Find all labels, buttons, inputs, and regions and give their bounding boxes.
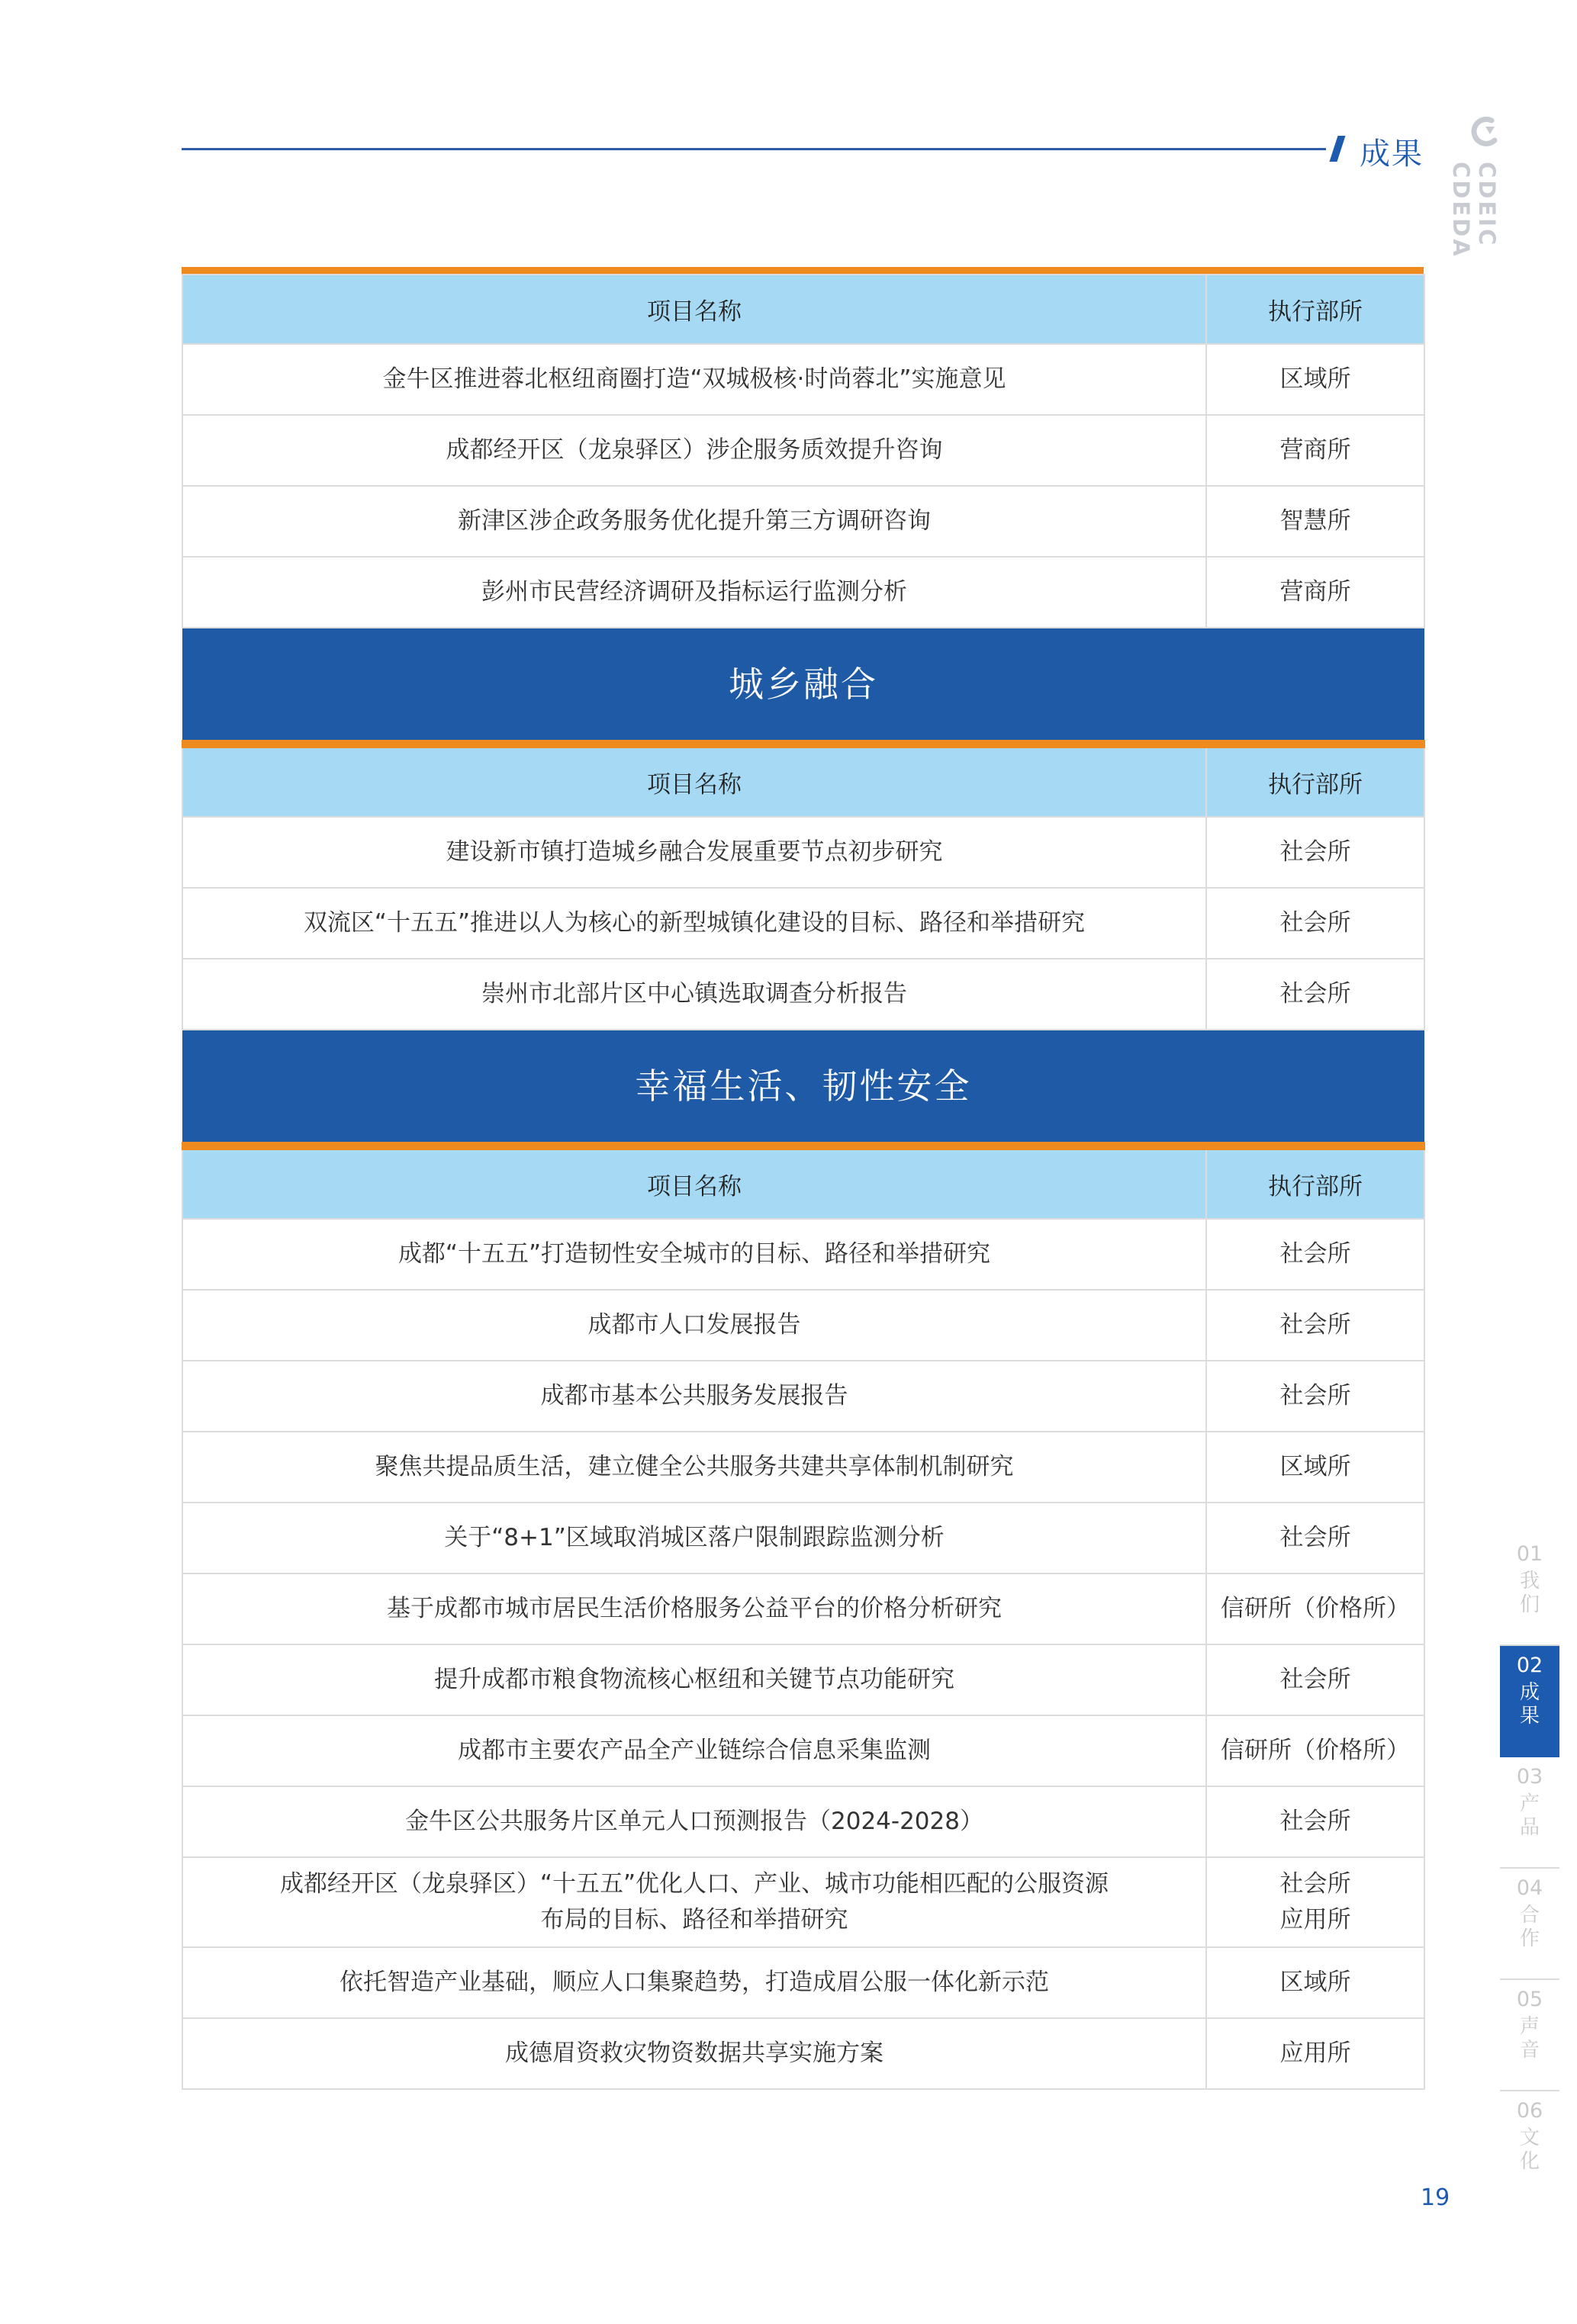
section-banner-urban-rural: [182, 628, 1424, 744]
header-rule: [182, 148, 1326, 150]
col-header-dept: 执行部所: [1206, 1146, 1424, 1220]
col-header-dept: 执行部所: [1206, 275, 1424, 344]
table-row: [182, 1947, 1424, 2018]
project-dept: 区域所: [1206, 344, 1424, 415]
nav-item-number: 04: [1516, 1876, 1543, 1900]
section-banner-title: 幸福生活、韧性安全: [182, 1030, 1424, 1146]
header-slash-mark: [1329, 136, 1345, 162]
table-top-bar: [182, 267, 1424, 274]
project-name: 建设新市镇打造城乡融合发展重要节点初步研究: [182, 817, 1206, 888]
table-row: [182, 344, 1424, 415]
project-name: 关于“8+1”区域取消城区落户限制跟踪监测分析: [182, 1503, 1206, 1573]
nav-item-label: 我们: [1519, 1570, 1540, 1616]
table-row: [182, 1573, 1424, 1644]
project-name-line: 成都经开区（龙泉驿区）“十五五”优化人口、产业、城市功能相匹配的公服资源: [279, 1870, 1109, 1898]
table-row: [182, 1290, 1424, 1361]
col-header-dept: 执行部所: [1206, 744, 1424, 818]
table-row: [182, 1644, 1424, 1715]
nav-item-achievements[interactable]: [1500, 1646, 1559, 1757]
table-row: [182, 1857, 1424, 1947]
project-dept: 营商所: [1206, 557, 1424, 628]
nav-item-label: 产品: [1519, 1792, 1540, 1839]
project-name: 成都“十五五”打造韧性安全城市的目标、路径和举措研究: [182, 1219, 1206, 1290]
project-name: 金牛区推进蓉北枢纽商圈打造“双城极核·时尚蓉北”实施意见: [182, 344, 1206, 415]
project-name: 成都市人口发展报告: [182, 1290, 1206, 1361]
table-row: [182, 557, 1424, 628]
nav-item-label: 文化: [1519, 2126, 1540, 2173]
section-title: 成果: [1360, 137, 1424, 172]
project-dept: 社会所: [1206, 1786, 1424, 1857]
project-name: 成都市基本公共服务发展报告: [182, 1361, 1206, 1432]
nav-item-number: 02: [1516, 1654, 1543, 1677]
project-dept: 智慧所: [1206, 486, 1424, 557]
project-name: 提升成都市粮食物流核心枢纽和关键节点功能研究: [182, 1644, 1206, 1715]
project-dept-line: 社会所: [1279, 1870, 1351, 1898]
project-dept: 营商所: [1206, 415, 1424, 486]
nav-item-number: 05: [1516, 1988, 1543, 2011]
nav-item-label: 成果: [1519, 1681, 1540, 1728]
project-dept-line: 应用所: [1279, 1906, 1351, 1933]
nav-item-number: 01: [1516, 1542, 1543, 1566]
project-dept: 社会所: [1206, 1644, 1424, 1715]
table-row: [182, 1786, 1424, 1857]
brand-logo-icon: [1469, 116, 1499, 149]
project-dept: 社会所: [1206, 959, 1424, 1030]
project-name: 金牛区公共服务片区单元人口预测报告（2024-2028）: [182, 1786, 1206, 1857]
section-banner-title: 城乡融合: [182, 628, 1424, 744]
nav-item-products[interactable]: [1500, 1757, 1559, 1869]
table-row: [182, 959, 1424, 1030]
project-dept: 社会所: [1206, 888, 1424, 959]
table-header-row: [182, 275, 1424, 344]
project-dept: 信研所（价格所）: [1206, 1573, 1424, 1644]
project-dept: 社会所: [1206, 1361, 1424, 1432]
table-row: [182, 1503, 1424, 1573]
nav-item-label: 声音: [1519, 2015, 1540, 2062]
table-header-row: [182, 1146, 1424, 1220]
nav-item-us[interactable]: [1500, 1535, 1559, 1646]
project-dept: 社会所: [1206, 817, 1424, 888]
table-row: [182, 888, 1424, 959]
table-header-row: [182, 744, 1424, 818]
project-name: 基于成都市城市居民生活价格服务公益平台的价格分析研究: [182, 1573, 1206, 1644]
brand-text: CDEIC CDEDA: [1448, 162, 1500, 259]
table-row: [182, 2018, 1424, 2089]
col-header-name: 项目名称: [182, 1146, 1206, 1220]
page-number: 19: [1421, 2184, 1450, 2211]
project-dept: 社会所: [1206, 1219, 1424, 1290]
project-name: 聚焦共提品质生活，建立健全公共服务共建共享体制机制研究: [182, 1432, 1206, 1503]
nav-item-number: 06: [1516, 2099, 1543, 2123]
nav-item-label: 合作: [1519, 1904, 1540, 1950]
project-dept: 应用所: [1206, 2018, 1424, 2089]
nav-item-cooperation[interactable]: [1500, 1869, 1559, 1980]
projects-table: [182, 267, 1424, 2090]
table-row: [182, 486, 1424, 557]
project-name: 成德眉资救灾物资数据共享实施方案: [182, 2018, 1206, 2089]
table-row: [182, 1219, 1424, 1290]
table-row: [182, 1361, 1424, 1432]
project-name: [182, 1857, 1206, 1947]
table-row: [182, 817, 1424, 888]
col-header-name: 项目名称: [182, 744, 1206, 818]
project-dept: 社会所: [1206, 1503, 1424, 1573]
project-dept: 信研所（价格所）: [1206, 1715, 1424, 1786]
project-name: 双流区“十五五”推进以人为核心的新型城镇化建设的目标、路径和举措研究: [182, 888, 1206, 959]
nav-item-culture[interactable]: [1500, 2091, 1559, 2203]
project-dept: 区域所: [1206, 1947, 1424, 2018]
project-name: 彭州市民营经济调研及指标运行监测分析: [182, 557, 1206, 628]
project-dept: 区域所: [1206, 1432, 1424, 1503]
table-row: [182, 1715, 1424, 1786]
project-dept: 社会所: [1206, 1290, 1424, 1361]
project-dept: [1206, 1857, 1424, 1947]
nav-item-number: 03: [1516, 1765, 1543, 1789]
project-name: 新津区涉企政务服务优化提升第三方调研咨询: [182, 486, 1206, 557]
side-nav: [1500, 1535, 1559, 2203]
project-name: 成都市主要农产品全产业链综合信息采集监测: [182, 1715, 1206, 1786]
project-name: 崇州市北部片区中心镇选取调查分析报告: [182, 959, 1206, 1030]
col-header-name: 项目名称: [182, 275, 1206, 344]
project-name-line: 布局的目标、路径和举措研究: [540, 1906, 848, 1933]
section-banner-happy-life: [182, 1030, 1424, 1146]
project-name: 依托智造产业基础，顺应人口集聚趋势，打造成眉公服一体化新示范: [182, 1947, 1206, 2018]
project-name: 成都经开区（龙泉驿区）涉企服务质效提升咨询: [182, 415, 1206, 486]
table-row: [182, 415, 1424, 486]
nav-item-voices[interactable]: [1500, 1980, 1559, 2091]
table-row: [182, 1432, 1424, 1503]
